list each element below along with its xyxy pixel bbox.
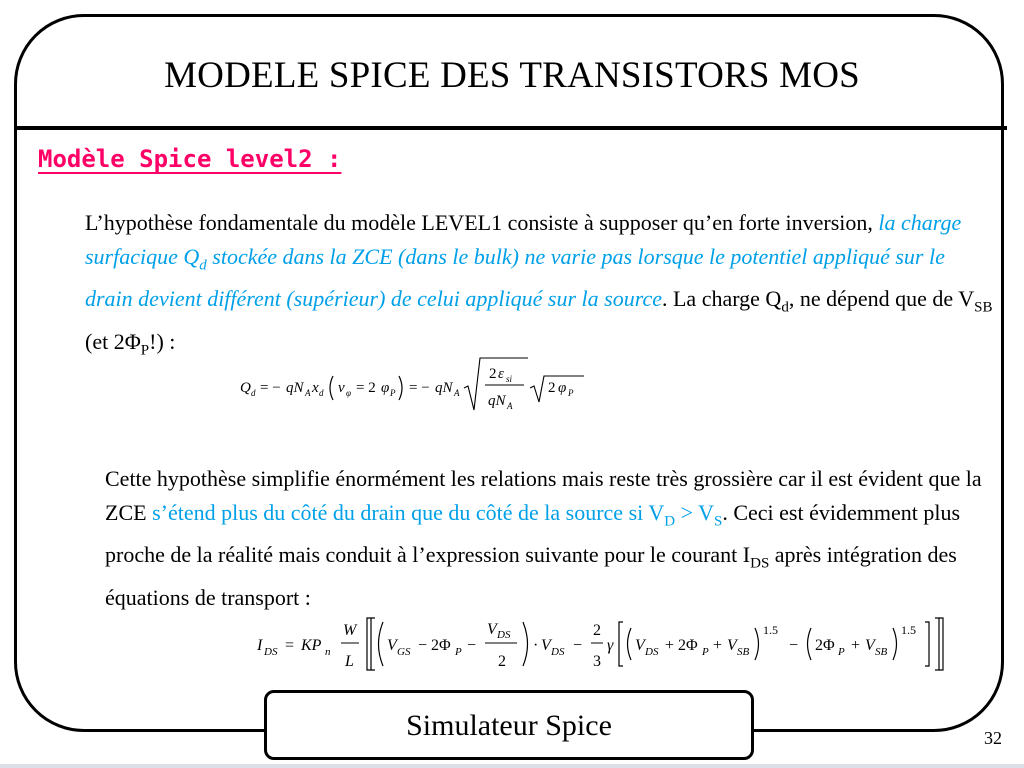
svg-text:−: − bbox=[467, 637, 477, 654]
svg-text:DS: DS bbox=[497, 629, 511, 641]
bottom-bar bbox=[0, 764, 1024, 768]
svg-text:2: 2 bbox=[498, 653, 506, 670]
svg-text:A: A bbox=[454, 388, 460, 398]
svg-text:−: − bbox=[789, 637, 799, 654]
svg-text:+: + bbox=[851, 637, 861, 654]
svg-text:Q: Q bbox=[240, 380, 251, 396]
svg-text:3: 3 bbox=[593, 653, 601, 670]
svg-text:I: I bbox=[257, 637, 263, 654]
svg-text:·: · bbox=[533, 637, 539, 654]
svg-text:V: V bbox=[635, 637, 645, 654]
svg-text:qN: qN bbox=[435, 380, 453, 396]
page-number: 32 bbox=[984, 728, 1002, 748]
svg-text:KP: KP bbox=[301, 637, 322, 654]
svg-text:γ: γ bbox=[607, 637, 614, 654]
equation-current-ids bbox=[255, 612, 965, 676]
svg-text:−: − bbox=[573, 637, 583, 654]
footer-label: Simulateur Spice bbox=[264, 690, 754, 760]
svg-text:DS: DS bbox=[645, 646, 659, 658]
svg-text:SB: SB bbox=[875, 646, 888, 658]
svg-text:+ 2Φ: + 2Φ bbox=[665, 637, 698, 654]
svg-text:P: P bbox=[455, 646, 462, 658]
svg-text:1.5: 1.5 bbox=[901, 623, 916, 637]
svg-text:GS: GS bbox=[397, 646, 411, 658]
svg-text:DS: DS bbox=[264, 646, 278, 658]
svg-text:A: A bbox=[305, 388, 311, 398]
svg-text:A: A bbox=[507, 401, 513, 411]
svg-text:V: V bbox=[541, 637, 551, 654]
svg-text:V: V bbox=[387, 637, 397, 654]
svg-text:= −: = − bbox=[260, 380, 281, 396]
title-divider bbox=[14, 126, 1007, 130]
svg-text:2: 2 bbox=[489, 366, 497, 382]
svg-text:qN: qN bbox=[488, 393, 506, 409]
p1-highlight: la charge surfacique $Q_d$ stockée dans la ZCE (dans le bulk) ne varie pas lorsque le potentiel appliqué sur le drain devient différent (supérieur) de celui appliqué sur la source bbox=[85, 210, 962, 312]
svg-text:P: P bbox=[702, 646, 709, 658]
p2-highlight: s’étend plus du côté du drain que du côté de la source si $V_D > V_S$ bbox=[152, 500, 723, 530]
svg-text:d: d bbox=[319, 388, 324, 398]
svg-text:1.5: 1.5 bbox=[763, 623, 778, 637]
svg-text:x: x bbox=[312, 380, 319, 396]
svg-text:V: V bbox=[865, 637, 875, 654]
svg-text:d: d bbox=[251, 388, 256, 398]
svg-text:W: W bbox=[343, 622, 357, 639]
svg-text:φ: φ bbox=[558, 380, 567, 396]
svg-text:2Φ: 2Φ bbox=[815, 637, 835, 654]
svg-text:ε: ε bbox=[498, 366, 504, 382]
svg-text:φ: φ bbox=[346, 388, 351, 398]
svg-text:P: P bbox=[838, 646, 845, 658]
svg-text:V: V bbox=[487, 621, 497, 638]
svg-text:n: n bbox=[325, 646, 331, 658]
paragraph-level2-refinement: Cette hypothèse simplifie énormément les relations mais reste très grossière car il est évident que la ZCE s’étend plus du côté du drain que du côté de la source si $V_D > V_S$. Ceci est évidemment plus proche de la réalité mais conduit à l’expression suivante pour le courant $I_{DS}$ après intégration des équations de transport : bbox=[105, 466, 982, 610]
p2-text-1: Cette hypothèse simplifie énormément les relations mais reste très grossière car il est évident que la ZCE bbox=[105, 466, 982, 525]
svg-text:qN: qN bbox=[286, 380, 304, 396]
svg-text:+: + bbox=[713, 637, 723, 654]
svg-text:si: si bbox=[506, 374, 513, 384]
svg-text:SB: SB bbox=[737, 646, 750, 658]
svg-text:DS: DS bbox=[551, 646, 565, 658]
svg-text:φ: φ bbox=[381, 380, 390, 396]
svg-text:V: V bbox=[727, 637, 737, 654]
svg-text:L: L bbox=[345, 653, 354, 670]
svg-text:v: v bbox=[338, 380, 345, 396]
paragraph-level1-hypothesis: L’hypothèse fondamentale du modèle LEVEL1 consiste à supposer qu’en forte inversion, la charge surfacique $Q_d$ stockée dans la ZCE (dans le bulk) ne varie pas lorsque le potentiel appliqué sur le drain devient différent (supérieur) de celui appliqué sur la source. La charge $Q_d$, ne dépend que de $V_{SB}$ (et $2\Phi_P$!) : bbox=[85, 210, 993, 359]
svg-text:− 2Φ: − 2Φ bbox=[418, 637, 451, 654]
svg-text:P: P bbox=[568, 388, 574, 398]
section-subtitle: Modèle Spice level2 : bbox=[38, 145, 342, 173]
svg-text:P: P bbox=[390, 388, 396, 398]
svg-text:= 2: = 2 bbox=[356, 380, 376, 396]
svg-text:=: = bbox=[285, 637, 295, 654]
p1-text-1: L’hypothèse fondamentale du modèle LEVEL1 consiste à supposer qu’en forte inversion, bbox=[85, 210, 879, 235]
slide-title: MODELE SPICE DES TRANSISTORS MOS bbox=[164, 55, 860, 96]
equation-charge-qd bbox=[238, 354, 628, 420]
svg-text:2: 2 bbox=[593, 622, 601, 639]
svg-text:2: 2 bbox=[548, 380, 556, 396]
svg-text:= −: = − bbox=[409, 380, 430, 396]
